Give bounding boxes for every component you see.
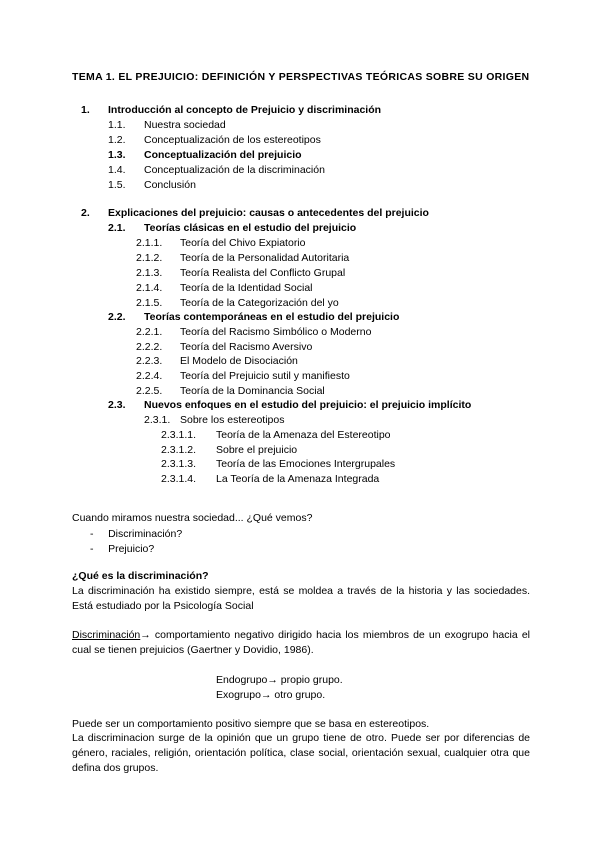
outline-item: Explicaciones del prejuicio: causas o antecedentes del prejuicio — [108, 207, 429, 219]
outline-number: 1.2. — [108, 134, 126, 146]
page-title: TEMA 1. EL PREJUICIO: DEFINICIÓN Y PERSPECTIVAS TEÓRICAS SOBRE SU ORIGEN — [72, 71, 530, 83]
outline-item: Teorías contemporáneas en el estudio del prejuicio — [144, 311, 400, 323]
arrow-icon: → — [140, 629, 151, 641]
outline-number: 1.5. — [108, 179, 126, 191]
outline-item: Conceptualización de la discriminación — [144, 164, 325, 176]
outline-item: Conclusión — [144, 179, 196, 191]
definition-term: Discriminación — [72, 629, 141, 641]
list-item: - Prejuicio? — [90, 543, 155, 555]
outline-number: 2.1. — [108, 222, 126, 234]
outline-number: 1.4. — [108, 164, 126, 176]
outline-number: 2.2.3. — [136, 355, 163, 367]
outline-item: Sobre el prejuicio — [216, 444, 298, 456]
outline-number: 1.1. — [108, 119, 126, 131]
outline-item: Conceptualización de los estereotipos — [144, 134, 321, 146]
outline-number: 2.2.5. — [136, 385, 163, 397]
outline-item: Teoría Realista del Conflicto Grupal — [180, 267, 346, 279]
outline-item: El Modelo de Disociación — [180, 355, 298, 367]
outline-number: 2.2.2. — [136, 341, 163, 353]
outline-number: 2.1.1. — [136, 237, 163, 249]
outline-item: Teoría de la Personalidad Autoritaria — [180, 252, 350, 264]
paragraph: La discriminacion surge de la opinión que un grupo tiene de otro. Puede ser por diferencias de género, raciales, religión, orientación política, clase social, orientación sexual, cualquier otra que defina dos grupos. — [72, 732, 530, 774]
outline-item: Sobre los estereotipos — [180, 414, 285, 426]
intro-question: Cuando miramos nuestra sociedad... ¿Qué vemos? — [72, 512, 313, 524]
section-heading: ¿Qué es la discriminación? — [72, 570, 209, 582]
outline-item: Teoría de la Dominancia Social — [180, 385, 325, 397]
outline-number: 2. — [81, 207, 90, 219]
outline-number: 2.1.2. — [136, 252, 163, 264]
outline-item: Teoría del Racismo Simbólico o Moderno — [180, 326, 372, 338]
outline-number: 2.2.4. — [136, 370, 163, 382]
outline-item: Nuevos enfoques en el estudio del prejuicio: el prejuicio implícito — [144, 399, 472, 411]
outline-number: 2.3.1.2. — [161, 444, 197, 456]
exogroup-definition: Exogrupo→ otro grupo. — [216, 689, 326, 701]
outline-number: 2.2.1. — [136, 326, 163, 338]
outline-number: 2.2. — [108, 311, 126, 323]
outline-number: 2.3. — [108, 399, 126, 411]
outline-item: Conceptualización del prejuicio — [144, 149, 302, 161]
paragraph: Puede ser un comportamiento positivo siempre que se basa en estereotipos. — [72, 718, 430, 730]
outline-item: Teoría de las Emociones Intergrupales — [216, 458, 396, 470]
outline-number: 2.1.4. — [136, 282, 163, 294]
outline-number: 2.1.3. — [136, 267, 163, 279]
outline-item: Teoría del Chivo Expiatorio — [180, 237, 306, 249]
paragraph: La discriminación ha existido siempre, está se moldea a través de la historia y las sociedades. Está estudiado por la Psicología Social — [72, 585, 530, 612]
outline-number: 2.3.1.3. — [161, 458, 197, 470]
outline-item: Teoría del Racismo Aversivo — [180, 341, 313, 353]
outline-item: Teoría del Prejuicio sutil y manifiesto — [180, 370, 350, 382]
endogroup-definition: Endogrupo→ propio grupo. — [216, 674, 343, 686]
outline-item: Nuestra sociedad — [144, 119, 226, 131]
outline-number: 1.3. — [108, 149, 126, 161]
outline-item: Teorías clásicas en el estudio del prejuicio — [144, 222, 357, 234]
outline-number: 2.3.1. — [144, 414, 171, 426]
outline-number: 2.3.1.1. — [161, 429, 197, 441]
list-item: - Discriminación? — [90, 528, 183, 540]
outline-item: La Teoría de la Amenaza Integrada — [216, 473, 380, 485]
outline-item: Teoría de la Amenaza del Estereotipo — [216, 429, 391, 441]
outline-item: Introducción al concepto de Prejuicio y discriminación — [108, 104, 382, 116]
outline-item: Teoría de la Identidad Social — [180, 282, 313, 294]
outline-number: 2.3.1.4. — [161, 473, 197, 485]
outline-item: Teoría de la Categorización del yo — [180, 297, 339, 309]
outline-number: 1. — [81, 104, 90, 116]
definition-paragraph: Discriminación→ comportamiento negativo dirigido hacia los miembros de un exogrupo hacia el cual se tienen prejuicios (Gaertner y Dovidio, 1986). — [72, 629, 530, 656]
outline-number: 2.1.5. — [136, 297, 163, 309]
